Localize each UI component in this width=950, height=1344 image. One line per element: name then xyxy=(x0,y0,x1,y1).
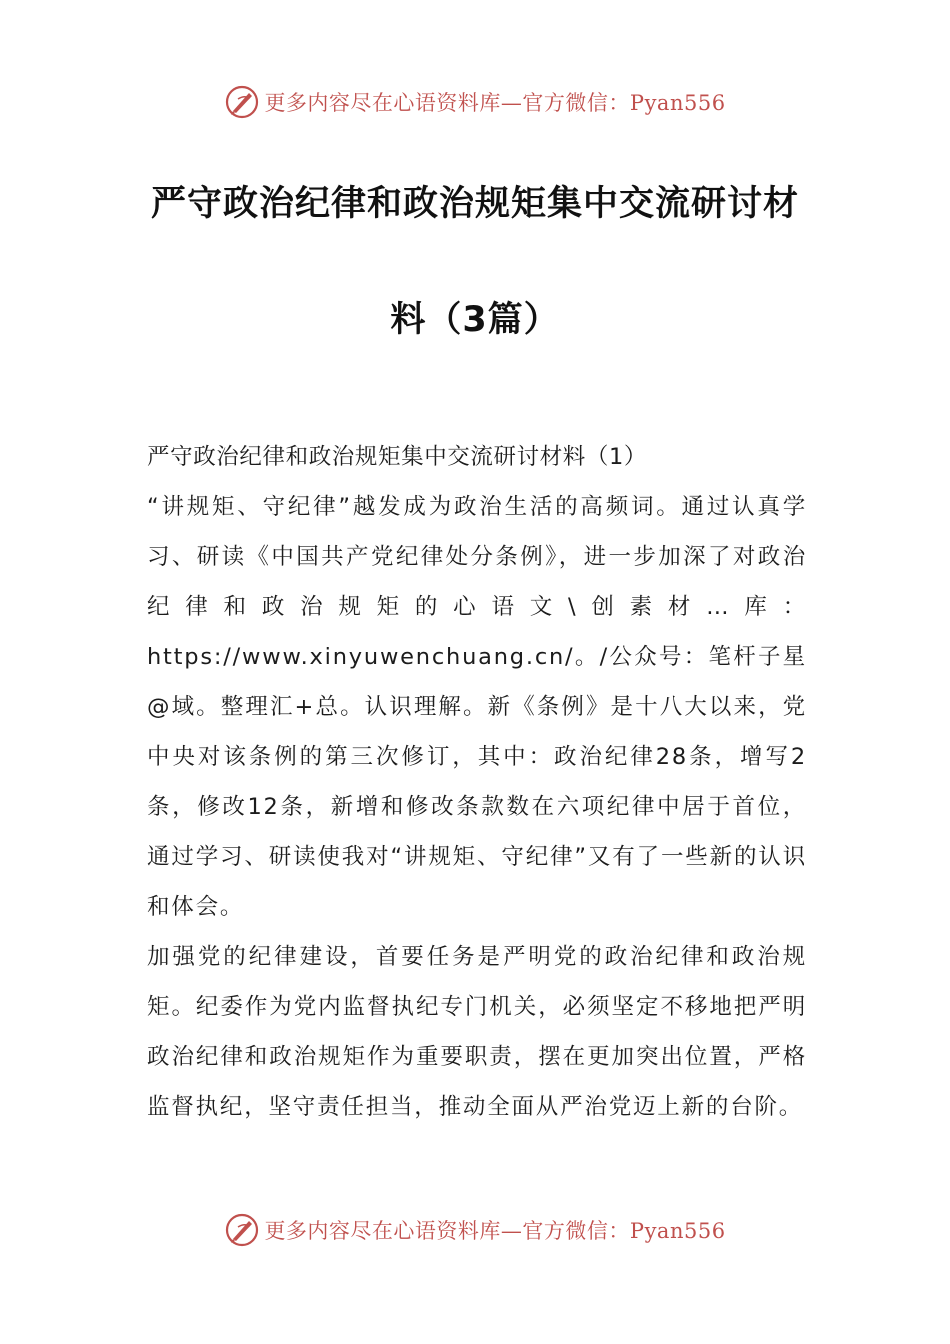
footer-banner-text: 更多内容尽在心语资料库—官方微信：Pyan556 xyxy=(264,1219,726,1243)
document-title-line-2: 料（3篇） xyxy=(390,300,560,340)
quill-pen-logo-icon xyxy=(224,84,260,120)
document-title-line-1: 严守政治纪律和政治规矩集中交流研讨材 xyxy=(150,184,799,224)
body-paragraph-1: “讲规矩、守纪律”越发成为政治生活的高频词。通过认真学习、研读《中国共产党纪律处分条例》，进一步加深了对政治纪律和政治规矩的心语文\创素材…库：https://www.xinyuwenchuang.cn/。/公众号：笔杆子星@域。整理汇+总。认识理解。新《条例》是十八大以来，党中央对该条例的第三次修订，其中：政治纪律28条，增写2条，修改12条，新增和修改条款数在六项纪律中居于首位，通过学习、研读使我对“讲规矩、守纪律”又有了一些新的认识和体会。 xyxy=(147,494,807,920)
document-body xyxy=(147,432,807,1132)
header-banner-text: 更多内容尽在心语资料库—官方微信：Pyan556 xyxy=(264,91,726,115)
footer-banner xyxy=(0,1210,950,1250)
body-paragraph-2: 加强党的纪律建设，首要任务是严明党的政治纪律和政治规矩。纪委作为党内监督执纪专门机关，必须坚定不移地把严明政治纪律和政治规矩作为重要职责，摆在更加突出位置，严格监督执纪，坚守责任担当，推动全面从严治党迈上新的台阶。 xyxy=(147,944,807,1120)
quill-pen-logo-icon xyxy=(224,1212,260,1248)
section-subtitle: 严守政治纪律和政治规矩集中交流研讨材料（1） xyxy=(147,444,648,470)
header-banner xyxy=(0,82,950,122)
